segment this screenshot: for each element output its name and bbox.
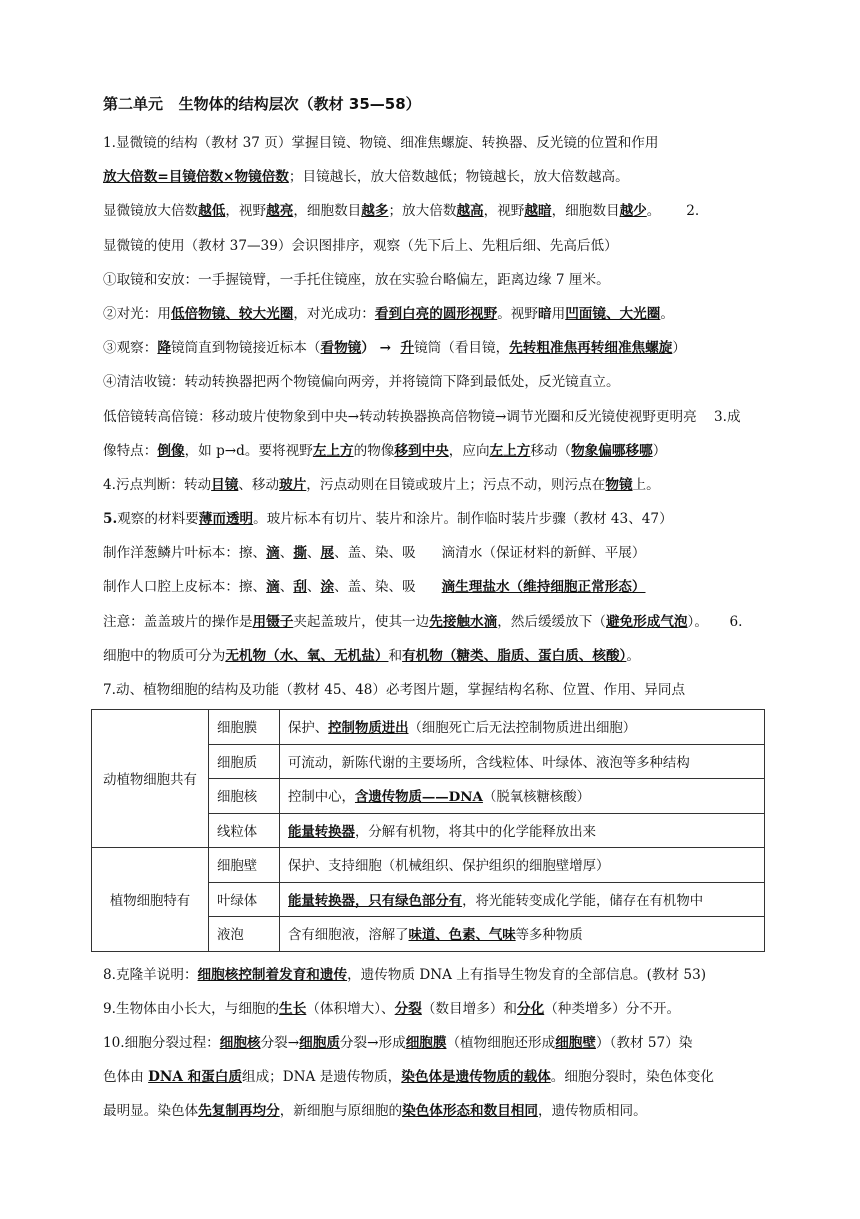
emphasized-text: 细胞核 [219, 1035, 261, 1052]
text-run: ，视野 [483, 203, 525, 220]
emphasized-text: 目镜 [211, 476, 239, 493]
text-run: 1.显微镜的结构（教材 37 页）掌握目镜、物镜、细准焦螺旋、转换器、反光镜的位置和作用 [103, 135, 659, 151]
text-run: 分裂→形成 [339, 1035, 406, 1052]
text-run: 组成；DNA 是遗传物质， [241, 1069, 402, 1086]
emphasized-text: 低倍物镜、较大光圈 [170, 305, 294, 322]
text-run: ，细胞数目 [551, 203, 620, 220]
structure-name-cell: 细胞核 [209, 779, 280, 814]
text-line [103, 958, 763, 992]
emphasized-text: 细胞质 [299, 1035, 340, 1052]
text-line [103, 434, 763, 468]
emphasized-text: 避免形成气泡 [605, 613, 688, 630]
emphasized-text: 放大倍数=目镜倍数×物镜倍数 [103, 169, 289, 186]
text-run: 镜筒直到物镜接近标本（ [170, 340, 321, 357]
text-run: 制作人口腔上皮标本：擦、 [103, 579, 267, 596]
emphasized-text: 无机物（水、氧、无机盐） [225, 647, 389, 664]
function-cell [280, 744, 765, 779]
emphasized-text: 移到中央 [394, 442, 449, 459]
text-run: 。 [660, 305, 674, 322]
emphasized-text: 含遗传物质——DNA [354, 789, 483, 806]
emphasized-text: 滴 [266, 545, 280, 562]
emphasized-text: 先复制再均分 [198, 1103, 280, 1120]
text-run: ，遗传物质 DNA 上有指导生物发育的全部信息。(教材 53) [347, 966, 707, 983]
group-cell: 植物细胞特有 [92, 848, 209, 952]
text-run: 可流动，新陈代谢的主要场所，含线粒体、叶绿体、液泡等多种结构 [288, 755, 690, 771]
text-run: 观察的材料要 [117, 511, 199, 528]
emphasized-text: 染色体是遗传物质的载体 [401, 1069, 551, 1086]
text-run: ③观察： [103, 340, 158, 357]
text-line [103, 536, 763, 570]
emphasized-text: 玻片 [279, 476, 307, 493]
emphasized-text: 看到白亮的圆形视野 [374, 305, 498, 322]
structure-name-cell: 细胞质 [209, 744, 280, 779]
text-run: 、 [306, 545, 321, 562]
text-run: ①取镜和安放：一手握镜臂，一手托住镜座，放在实验台略偏左，距离边缘 7 厘米。 [103, 271, 610, 288]
structure-name-cell: 线粒体 [209, 813, 280, 848]
text-run: 移动（ [530, 442, 572, 459]
text-run: 10.细胞分裂过程： [103, 1035, 220, 1052]
text-run: ） [652, 442, 667, 459]
text-run: ，分解有机物，将其中的化学能释放出来 [354, 824, 596, 840]
text-run: ，将光能转变成化学能，储存在有机物中 [462, 893, 704, 909]
emphasized-text: 越亮 [266, 203, 294, 220]
text-line [103, 639, 763, 673]
text-line [103, 331, 763, 365]
text-run: ，应向 [448, 442, 490, 459]
body-paragraphs [103, 126, 763, 707]
emphasized-text: 越暗 [524, 203, 552, 220]
text-run: ，如 p→d。要将视野 [184, 442, 313, 459]
emphasized-text: 分化 [517, 1000, 545, 1017]
text-line [103, 365, 763, 399]
text-run: 、 [279, 545, 294, 562]
text-line [103, 502, 763, 536]
emphasized-text: 降 [157, 340, 171, 357]
text-run: ）。 6. [687, 613, 743, 630]
text-line [103, 160, 763, 194]
text-line [103, 126, 763, 160]
body-paragraphs-after [103, 958, 763, 1129]
text-run: ，新细胞与原细胞的 [279, 1103, 403, 1120]
text-run: 保护、 [288, 721, 329, 737]
emphasized-text: 细胞膜 [405, 1035, 447, 1052]
text-run: 、 [306, 579, 321, 596]
text-run: 镜筒（看目镜， [414, 340, 510, 357]
text-run: 控制中心， [288, 790, 355, 806]
text-run: （数目增多）和 [421, 1000, 517, 1017]
text-run: 显微镜放大倍数 [103, 203, 199, 220]
emphasized-text: 先转粗准焦再转细准焦螺旋 [509, 340, 673, 357]
function-cell [280, 813, 765, 848]
text-run: ）（教材 57）染 [596, 1035, 693, 1052]
emphasized-text: 控制物质进出 [328, 720, 409, 737]
text-run: 最明显。染色体 [103, 1103, 199, 1120]
text-run: 注意：盖盖玻片的操作是 [103, 613, 253, 630]
text-run: （脱氧核糖核酸） [482, 790, 591, 806]
emphasized-text: 越多 [361, 203, 389, 220]
emphasized-text: 能量转换器，只有绿色部分有 [288, 892, 463, 909]
text-run: 分裂→ [260, 1035, 300, 1052]
text-run: 色体由 [103, 1069, 149, 1086]
text-run: 和 [388, 647, 403, 664]
emphasized-text: 左上方 [489, 442, 531, 459]
function-cell [280, 882, 765, 917]
emphasized-text: 左上方 [312, 442, 354, 459]
text-line [103, 1060, 763, 1094]
text-run: ；放大倍数 [388, 203, 457, 220]
emphasized-text: 凹面镜、大光圈 [565, 305, 661, 322]
text-run: ②对光：用 [103, 305, 171, 322]
emphasized-text: 生长 [279, 1000, 307, 1017]
text-line [103, 992, 763, 1026]
text-run: 制作洋葱鳞片叶标本：擦、 [103, 545, 267, 562]
emphasized-text: 倒像 [157, 442, 185, 459]
text-run: 。细胞分裂时，染色体变化 [550, 1069, 714, 1086]
function-cell [280, 848, 765, 883]
emphasized-text: 有机物（糖类、脂质、蛋白质、核酸） [402, 647, 627, 664]
text-run: ④清洁收镜：转动转换器把两个物镜偏向两旁，并将镜筒下降到最低处，反光镜直立。 [103, 374, 620, 391]
emphasized-text: 看物镜 [320, 340, 362, 357]
text-run: 夹起盖玻片，使其一边 [293, 613, 430, 630]
text-run: （种类增多）分不开。 [544, 1000, 681, 1017]
text-run: ，污点动则在目镜或玻片上；污点不动，则污点在 [306, 476, 606, 493]
structure-name-cell: 细胞壁 [209, 848, 280, 883]
text-line [103, 400, 763, 434]
text-line [103, 570, 763, 604]
text-line [103, 1026, 763, 1060]
emphasized-text: 染色体形态和数目相同 [402, 1103, 538, 1120]
cell-structure-table [91, 709, 765, 952]
table-row [92, 710, 765, 745]
function-cell [280, 917, 765, 952]
text-run: ，然后缓缓放下（ [497, 613, 606, 630]
text-run: （细胞死亡后无法控制物质进出细胞） [408, 721, 637, 737]
text-line [103, 673, 763, 707]
emphasized-text: 能量转换器 [288, 823, 355, 840]
function-cell [280, 779, 765, 814]
text-line [103, 194, 763, 228]
text-line [103, 1094, 763, 1128]
emphasized-text: 先接触水滴 [429, 613, 498, 630]
text-run: 等多种物质 [515, 928, 583, 944]
text-run: 低倍镜转高倍镜：移动玻片使物象到中央→转动转换器换高倍物镜→调节光圈和反光镜使视野更明亮 3.成 [103, 408, 741, 425]
text-run: ，视野 [225, 203, 267, 220]
text-run: ） [672, 340, 686, 357]
document-title: 第二单元 生物体的结构层次（教材 35—58） [103, 95, 421, 113]
emphasized-text: 涂 [320, 579, 335, 596]
text-run: 上。 [632, 476, 660, 493]
emphasized-text: 薄而透明 [198, 511, 254, 528]
text-run: 用 [551, 305, 566, 322]
emphasized-text: 细胞壁 [555, 1035, 596, 1052]
table-row [92, 848, 765, 883]
emphasized-text: 滴生理盐水（维持细胞正常形态） [441, 579, 646, 596]
text-run: 暗 [538, 305, 552, 322]
function-cell [280, 710, 765, 745]
text-run: 7.动、植物细胞的结构及功能（教材 45、48）必考图片题，掌握结构名称、位置、作用、异同点 [103, 682, 686, 698]
text-run: 。视野 [497, 305, 538, 322]
text-run: 像特点： [103, 442, 158, 459]
emphasized-text: 撕 [293, 545, 307, 562]
text-run: 、移动 [238, 476, 280, 493]
emphasized-text: 味道、色素、气味 [408, 927, 516, 944]
structure-name-cell: 叶绿体 [209, 882, 280, 917]
text-run: 的物像 [353, 442, 395, 459]
emphasized-text: DNA 和蛋白质 [148, 1069, 242, 1086]
text-run: 。玻片标本有切片、装片和涂片。制作临时装片步骤（教材 43、47） [253, 511, 673, 528]
emphasized-text: 越高 [456, 203, 484, 220]
text-run: 含有细胞液，溶解了 [288, 928, 409, 944]
emphasized-text: 越低 [198, 203, 226, 220]
emphasized-text: 物象偏哪移哪 [571, 442, 653, 459]
text-run: 9.生物体由小长大，与细胞的 [103, 1000, 280, 1017]
text-run: 5. [103, 511, 118, 528]
text-run: 8.克隆羊说明： [103, 966, 198, 983]
text-run: 、 [279, 579, 294, 596]
text-run: （体积增大）、 [306, 1000, 395, 1017]
text-line [103, 468, 763, 502]
text-run: ；目镜越长，放大倍数越低；物镜越长，放大倍数越高。 [288, 169, 629, 186]
emphasized-text: 物镜 [605, 476, 633, 493]
document-content [103, 93, 763, 1129]
emphasized-text: 细胞核控制着发育和遗传 [197, 966, 348, 983]
text-run: 。 [626, 647, 640, 664]
text-run: 4.污点判断：转动 [103, 476, 212, 493]
emphasized-text: 越少 [619, 203, 647, 220]
text-run: 细胞中的物质可分为 [103, 647, 226, 664]
text-line [103, 605, 763, 639]
emphasized-text: 分裂 [394, 1000, 422, 1017]
emphasized-text: 展 [320, 545, 335, 562]
text-run: 显微镜的使用（教材 37—39）会识图排序，观察（先下后上、先粗后细、先高后低） [103, 237, 618, 254]
text-run: 。 2. [646, 203, 700, 220]
text-run: ，对光成功： [293, 305, 375, 322]
text-run: 、盖、染、吸 [334, 579, 442, 596]
text-run: ，细胞数目 [293, 203, 362, 220]
text-run: ） → [361, 340, 401, 357]
structure-name-cell: 细胞膜 [209, 710, 280, 745]
emphasized-text: 用镊子 [252, 613, 294, 630]
text-line [103, 297, 763, 331]
text-run: 、盖、染、吸 滴清水（保证材料的新鲜、平展） [334, 545, 646, 562]
text-line [103, 229, 763, 263]
group-cell: 动植物细胞共有 [92, 710, 209, 848]
structure-name-cell: 液泡 [209, 917, 280, 952]
emphasized-text: 滴 [266, 579, 280, 596]
emphasized-text: 刮 [293, 579, 307, 596]
text-line [103, 263, 763, 297]
text-run: 保护、支持细胞（机械组织、保护组织的细胞壁增厚） [288, 859, 610, 875]
text-run: （植物细胞还形成 [446, 1035, 556, 1052]
text-run: ，遗传物质相同。 [538, 1103, 647, 1120]
emphasized-text: 升 [400, 340, 415, 357]
